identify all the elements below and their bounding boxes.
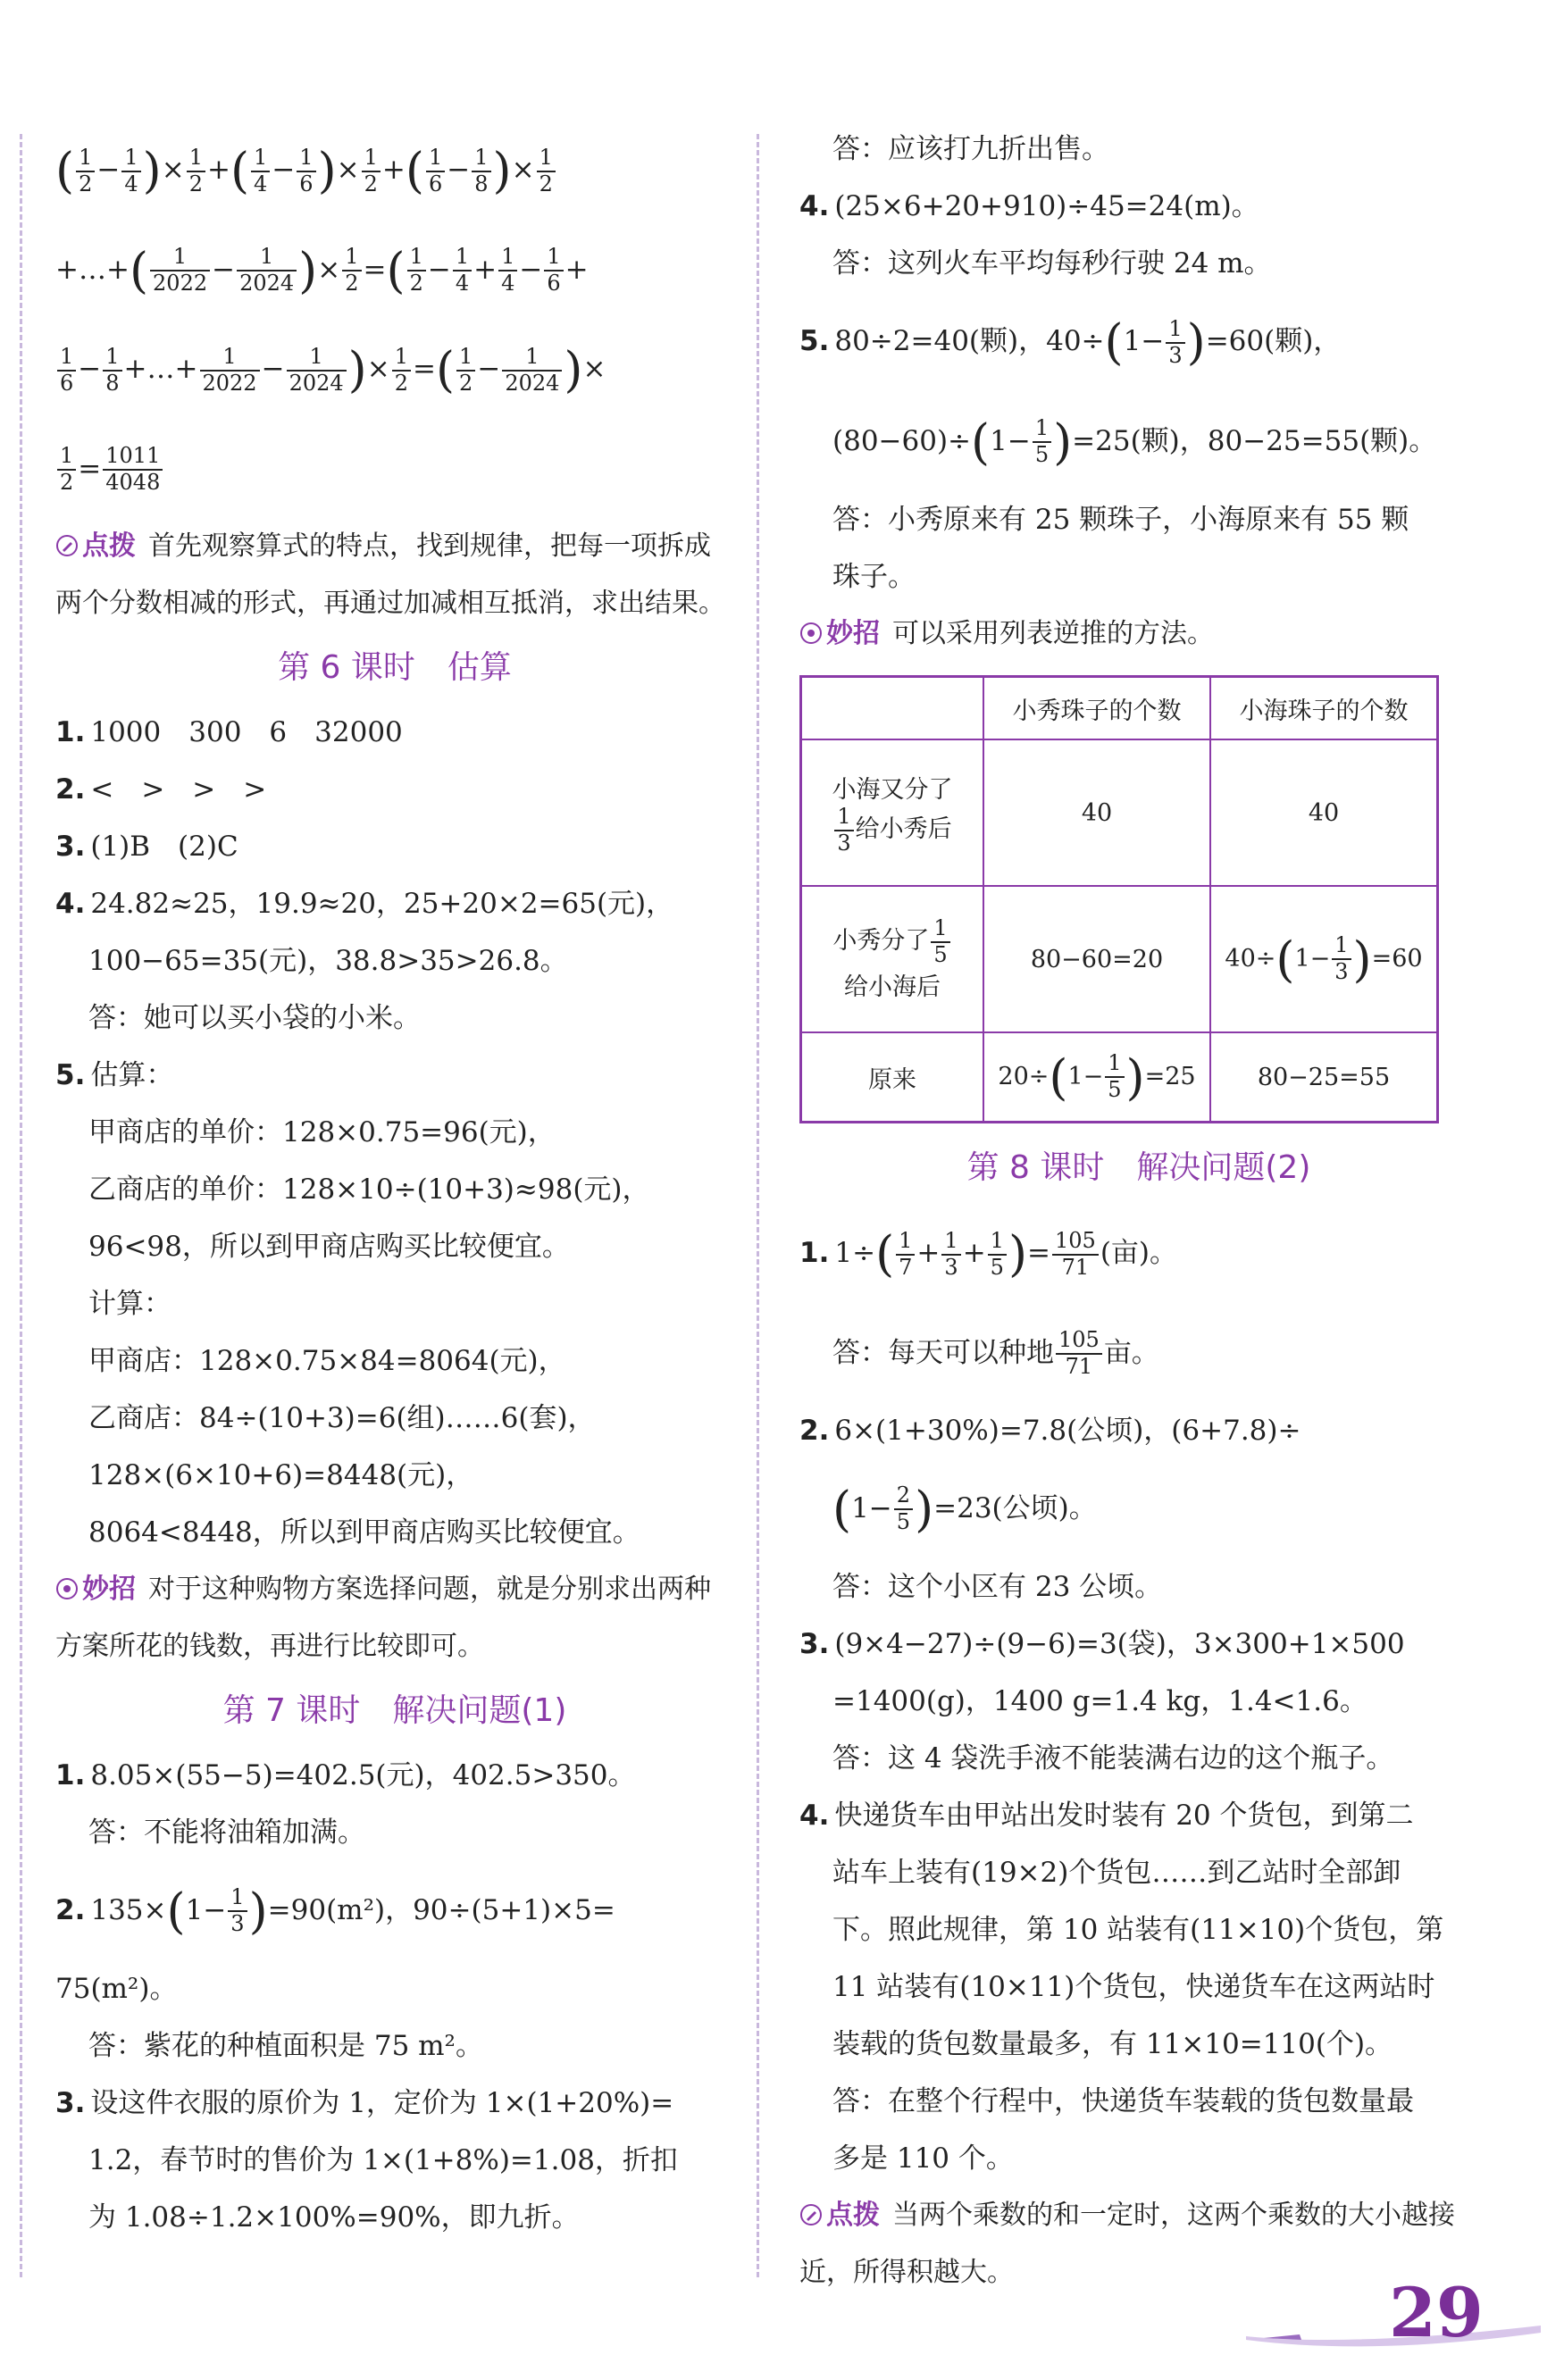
answer-1-conclusion: 答：每天可以种地 $\frac{105}{71}$ 亩。	[832, 1327, 1159, 1379]
answer-1: 1. 1÷( $\frac{1}{7}$ + $\frac{1}{3}$ + $\frac{1}{5}$ )= $\frac{105}{71}$ (亩)。	[799, 1225, 1178, 1282]
answer-4-line: 站车上装有(19×2)个货包……到乙站时全部卸	[832, 1857, 1401, 1889]
answer-2-line-2: 75(m²)。	[55, 1973, 178, 2005]
column-divider	[757, 134, 759, 2277]
answer-4: 4. 24.82≈25，19.9≈20，25+20×2=65(元)，	[55, 887, 674, 920]
gear-flower-icon	[55, 1577, 79, 1600]
answer-2-line-2: (1− $\frac{2}{5}$ )=23(公顷)。	[832, 1481, 1097, 1537]
answer-4-line: 装载的货包数量最多，有 11×10=110(个)。	[832, 2028, 1393, 2060]
table-cell: 20÷(1− $\frac{1}{5}$ )=25	[983, 1032, 1210, 1123]
answer-3: 3. (1)B (2)C	[55, 830, 238, 863]
answer-4-line-2: 100−65=35(元)，38.8>35>26.8。	[88, 944, 568, 977]
answer-3-conclusion: 答：应该打九折出售。	[832, 133, 1109, 165]
answer-5-line: 96<98，所以到甲商店购买比较便宜。	[88, 1230, 570, 1263]
answer-3-conclusion: 答：这 4 袋洗手液不能装满右边的这个瓶子。	[832, 1742, 1394, 1775]
table-cell: 80−25=55	[1210, 1032, 1438, 1123]
answer-3-line: 为 1.08÷1.2×100%=90%，即九折。	[88, 2201, 580, 2234]
tip-label: 点拨	[82, 530, 136, 562]
table-row	[801, 886, 1438, 1032]
tip-dianbo-2	[799, 2187, 1478, 2301]
tip-dianbo-1	[55, 518, 734, 632]
tip-miaozhao-1	[55, 1561, 734, 1675]
section-title-lesson-7: 第 7 课时 解决问题(1)	[222, 1691, 567, 1729]
table-row-label: 小海又分了 $\frac{1}{3}$ 给小秀后	[801, 739, 984, 886]
gear-flower-icon	[799, 622, 823, 645]
pencil-icon	[799, 2203, 823, 2226]
tip-text: 对于这种购物方案选择问题，就是分别求出两种方案所花的钱数，再进行比较即可。	[55, 1573, 711, 1662]
answer-2: 2. < > > >	[55, 772, 267, 806]
expr-line-4: $\frac{1}{2}$ = $\frac{1011}{4048}$	[55, 420, 734, 518]
answer-4: 4. 快递货车由甲站出发时装有 20 个货包，到第二	[799, 1800, 1414, 1832]
answer-5-line: 甲商店：128×0.75×84=8064(元)，	[88, 1344, 566, 1377]
right-column	[799, 121, 1478, 2301]
answer-5-line: 乙商店的单价：128×10÷(10+3)≈98(元)，	[88, 1173, 650, 1206]
answer-5-line-2: (80−60)÷(1− $\frac{1}{5}$ )=25(颗)，80−25=55(颗)。	[832, 413, 1437, 470]
answer-4: 4. (25×6+20+910)÷45=24(m)。	[799, 190, 1259, 222]
expr-line-2: +…+( $\frac{1}{2022}$ − $\frac{1}{2024}$ )× $\frac{1}{2}$ =( $\frac{1}{2}$ − $\frac{1}{4}$ + $\frac{1}{4}$ − $\frac{1}{6}$ +	[55, 242, 589, 298]
answer-1: 1. 1000 300 6 32000	[55, 715, 403, 748]
table-row	[801, 739, 1438, 886]
expr-line-1: ( $\frac{1}{2}$ − $\frac{1}{4}$ )× $\frac{1}{2}$ +( $\frac{1}{4}$ − $\frac{1}{6}$ )× $\frac{1}{2}$ +( $\frac{1}{6}$ − $\frac{1}{8}$ )× $\frac{1}{2}$	[55, 121, 734, 221]
answer-5-line: 甲商店的单价：128×0.75=96(元)，	[88, 1115, 556, 1148]
table-cell: 40÷(1− $\frac{1}{3}$ )=60	[1210, 886, 1438, 1032]
answer-4-conclusion: 答：她可以买小袋的小米。	[88, 1001, 421, 1034]
answer-4-line: 下。照此规律，第 10 站装有(11×10)个货包，第	[832, 1914, 1444, 1946]
answer-4-conclusion: 答：这列火车平均每秒行驶 24 m。	[832, 247, 1272, 280]
answer-4-conclusion: 多是 110 个。	[832, 2142, 1014, 2175]
answer-5-line: 128×(6×10+6)=8448(元)，	[88, 1458, 474, 1491]
table-row	[801, 677, 1438, 740]
answer-5: 5. 80÷2=40(颗)，40÷(1− $\frac{1}{3}$ )=60(颗)，	[799, 313, 1342, 371]
answer-5-conclusion: 珠子。	[832, 561, 916, 593]
answer-1-conclusion: 答：不能将油箱加满。	[88, 1816, 365, 1849]
table-header: 小海珠子的个数	[1210, 677, 1438, 740]
table-cell: 40	[983, 739, 1210, 886]
answer-2-conclusion: 答：这个小区有 23 公顷。	[832, 1571, 1163, 1603]
answer-5-line: 计算：	[88, 1287, 171, 1320]
table-row	[801, 1032, 1438, 1123]
table-header: 小秀珠子的个数	[983, 677, 1210, 740]
answer-1: 1. 8.05×(55−5)=402.5(元)，402.5>350。	[55, 1758, 636, 1791]
answer-3: 3. (9×4−27)÷(9−6)=3(袋)，3×300+1×500	[799, 1628, 1405, 1660]
tip-text: 首先观察算式的特点，找到规律，把每一项拆成两个分数相减的形式，再通过加减相互抵消，求出结果。	[55, 530, 725, 619]
answer-3: 3. 设这件衣服的原价为 1，定价为 1×(1+20%)=	[55, 2087, 674, 2119]
section-title-lesson-8: 第 8 课时 解决问题(2)	[966, 1149, 1311, 1186]
tip-text: 当两个乘数的和一定时，这两个乘数的大小越接近，所得积越大。	[799, 2200, 1455, 2288]
answer-4-conclusion: 答：在整个行程中，快递货车装载的货包数量最	[832, 2085, 1414, 2117]
tip-label: 点拨	[826, 2200, 880, 2231]
answer-2: 2. 6×(1+30%)=7.8(公顷)，(6+7.8)÷	[799, 1414, 1301, 1447]
reverse-table	[799, 675, 1439, 1123]
tip-miaozhao-2	[799, 605, 1478, 663]
pencil-icon	[55, 534, 79, 557]
tip-label: 妙招	[826, 618, 880, 649]
answer-5-conclusion: 答：小秀原来有 25 颗珠子，小海原来有 55 颗	[832, 504, 1409, 536]
answer-5: 5. 估算：	[55, 1058, 174, 1091]
table-row-label: 原来	[801, 1032, 984, 1123]
tip-text: 可以采用列表逆推的方法。	[892, 618, 1214, 649]
answer-5-line: 8064<8448，所以到甲商店购买比较便宜。	[88, 1516, 640, 1549]
table-cell: 80−60=20	[983, 886, 1210, 1032]
expr-line-3: $\frac{1}{6}$ − $\frac{1}{8}$ +…+ $\frac{1}{2022}$ − $\frac{1}{2024}$ )× $\frac{1}{2}$ =( $\frac{1}{2}$ − $\frac{1}{2024}$ )×	[55, 320, 734, 420]
page-number: 29	[1389, 2273, 1484, 2352]
answer-2: 2. 135×(1− $\frac{1}{3}$ )=90(m²)，90÷(5+1)×5=	[55, 1883, 615, 1939]
tip-label: 妙招	[82, 1573, 136, 1605]
answer-3-line: 1.2，春节时的售价为 1×(1+8%)=1.08，折扣	[88, 2144, 678, 2176]
table-cell	[801, 677, 984, 740]
answer-3-line: =1400(g)，1400 g=1.4 kg，1.4<1.6。	[832, 1685, 1367, 1717]
table-row-label: 小秀分了 $\frac{1}{5}$ 给小海后	[801, 886, 984, 1032]
answer-4-line: 11 站装有(10×11)个货包，快递货车在这两站时	[832, 1971, 1435, 2003]
answer-5-line: 乙商店：84÷(10+3)=6(组)……6(套)，	[88, 1401, 596, 1434]
answer-2-conclusion: 答：紫花的种植面积是 75 m²。	[88, 2030, 483, 2062]
section-title-lesson-6: 第 6 课时 估算	[278, 648, 512, 686]
table-cell: 40	[1210, 739, 1438, 886]
left-column	[55, 121, 734, 2246]
left-margin-line	[20, 134, 22, 2277]
